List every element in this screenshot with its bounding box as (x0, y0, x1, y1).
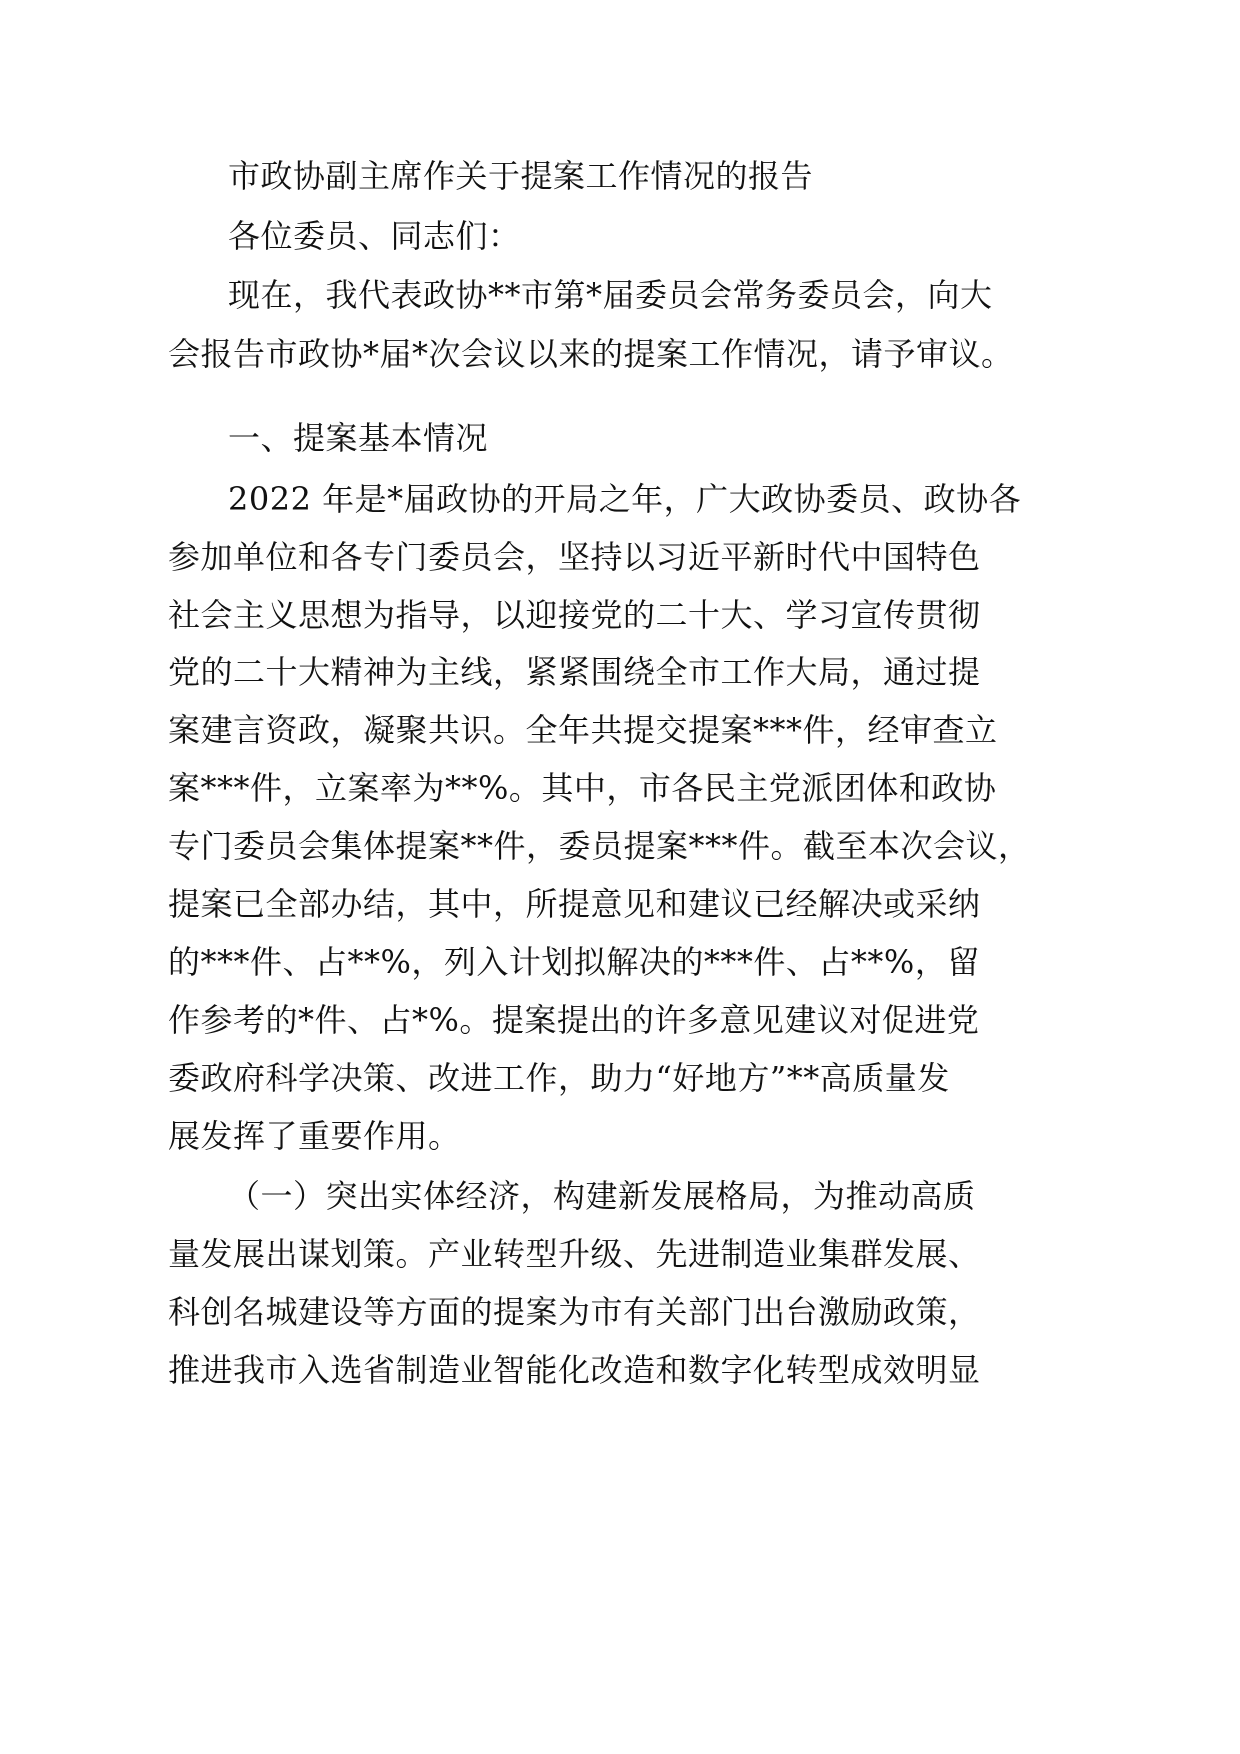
paragraph-line: 案***件，立案率为**%。其中，市各民主党派团体和政协 (168, 769, 997, 807)
subsection-line: 科创名城建设等方面的提案为市有关部门出台激励政策， (168, 1293, 981, 1331)
paragraph-line: 提案已全部办结，其中，所提意见和建议已经解决或采纳 (168, 885, 981, 923)
document-title: 市政协副主席作关于提案工作情况的报告 (228, 157, 814, 195)
section-heading: 一、提案基本情况 (228, 419, 489, 457)
paragraph-line: 展发挥了重要作用。 (168, 1117, 461, 1155)
paragraph-line: 参加单位和各专门委员会，坚持以习近平新时代中国特色 (168, 538, 981, 576)
paragraph-line: 委政府科学决策、改进工作，助力“好地方”**高质量发 (168, 1059, 950, 1097)
salutation: 各位委员、同志们： (228, 217, 521, 255)
paragraph-line: 作参考的*件、占*%。提案提出的许多意见建议对促进党 (168, 1001, 980, 1039)
paragraph-line: 专门委员会集体提案**件，委员提案***件。截至本次会议， (168, 827, 1031, 865)
paragraph-line: 党的二十大精神为主线，紧紧围绕全市工作大局，通过提 (168, 653, 981, 691)
subsection-line: 推进我市入选省制造业智能化改造和数字化转型成效明显 (168, 1351, 981, 1389)
paragraph-line: 社会主义思想为指导，以迎接党的二十大、学习宣传贯彻 (168, 596, 981, 634)
subsection-line: 量发展出谋划策。产业转型升级、先进制造业集群发展、 (168, 1235, 981, 1273)
intro-line: 会报告市政协*届*次会议以来的提案工作情况，请予审议。 (168, 335, 1014, 373)
paragraph-line: 的***件、占**%，列入计划拟解决的***件、占**%，留 (168, 943, 980, 981)
intro-line: 现在，我代表政协**市第*届委员会常务委员会，向大 (228, 276, 993, 314)
paragraph-line: 2022 年是*届政协的开局之年，广大政协委员、政协各 (228, 480, 1022, 518)
paragraph-line: 案建言资政，凝聚共识。全年共提交提案***件，经审查立 (168, 711, 998, 749)
subsection-line: （一）突出实体经济，构建新发展格局，为推动高质 (228, 1177, 976, 1215)
